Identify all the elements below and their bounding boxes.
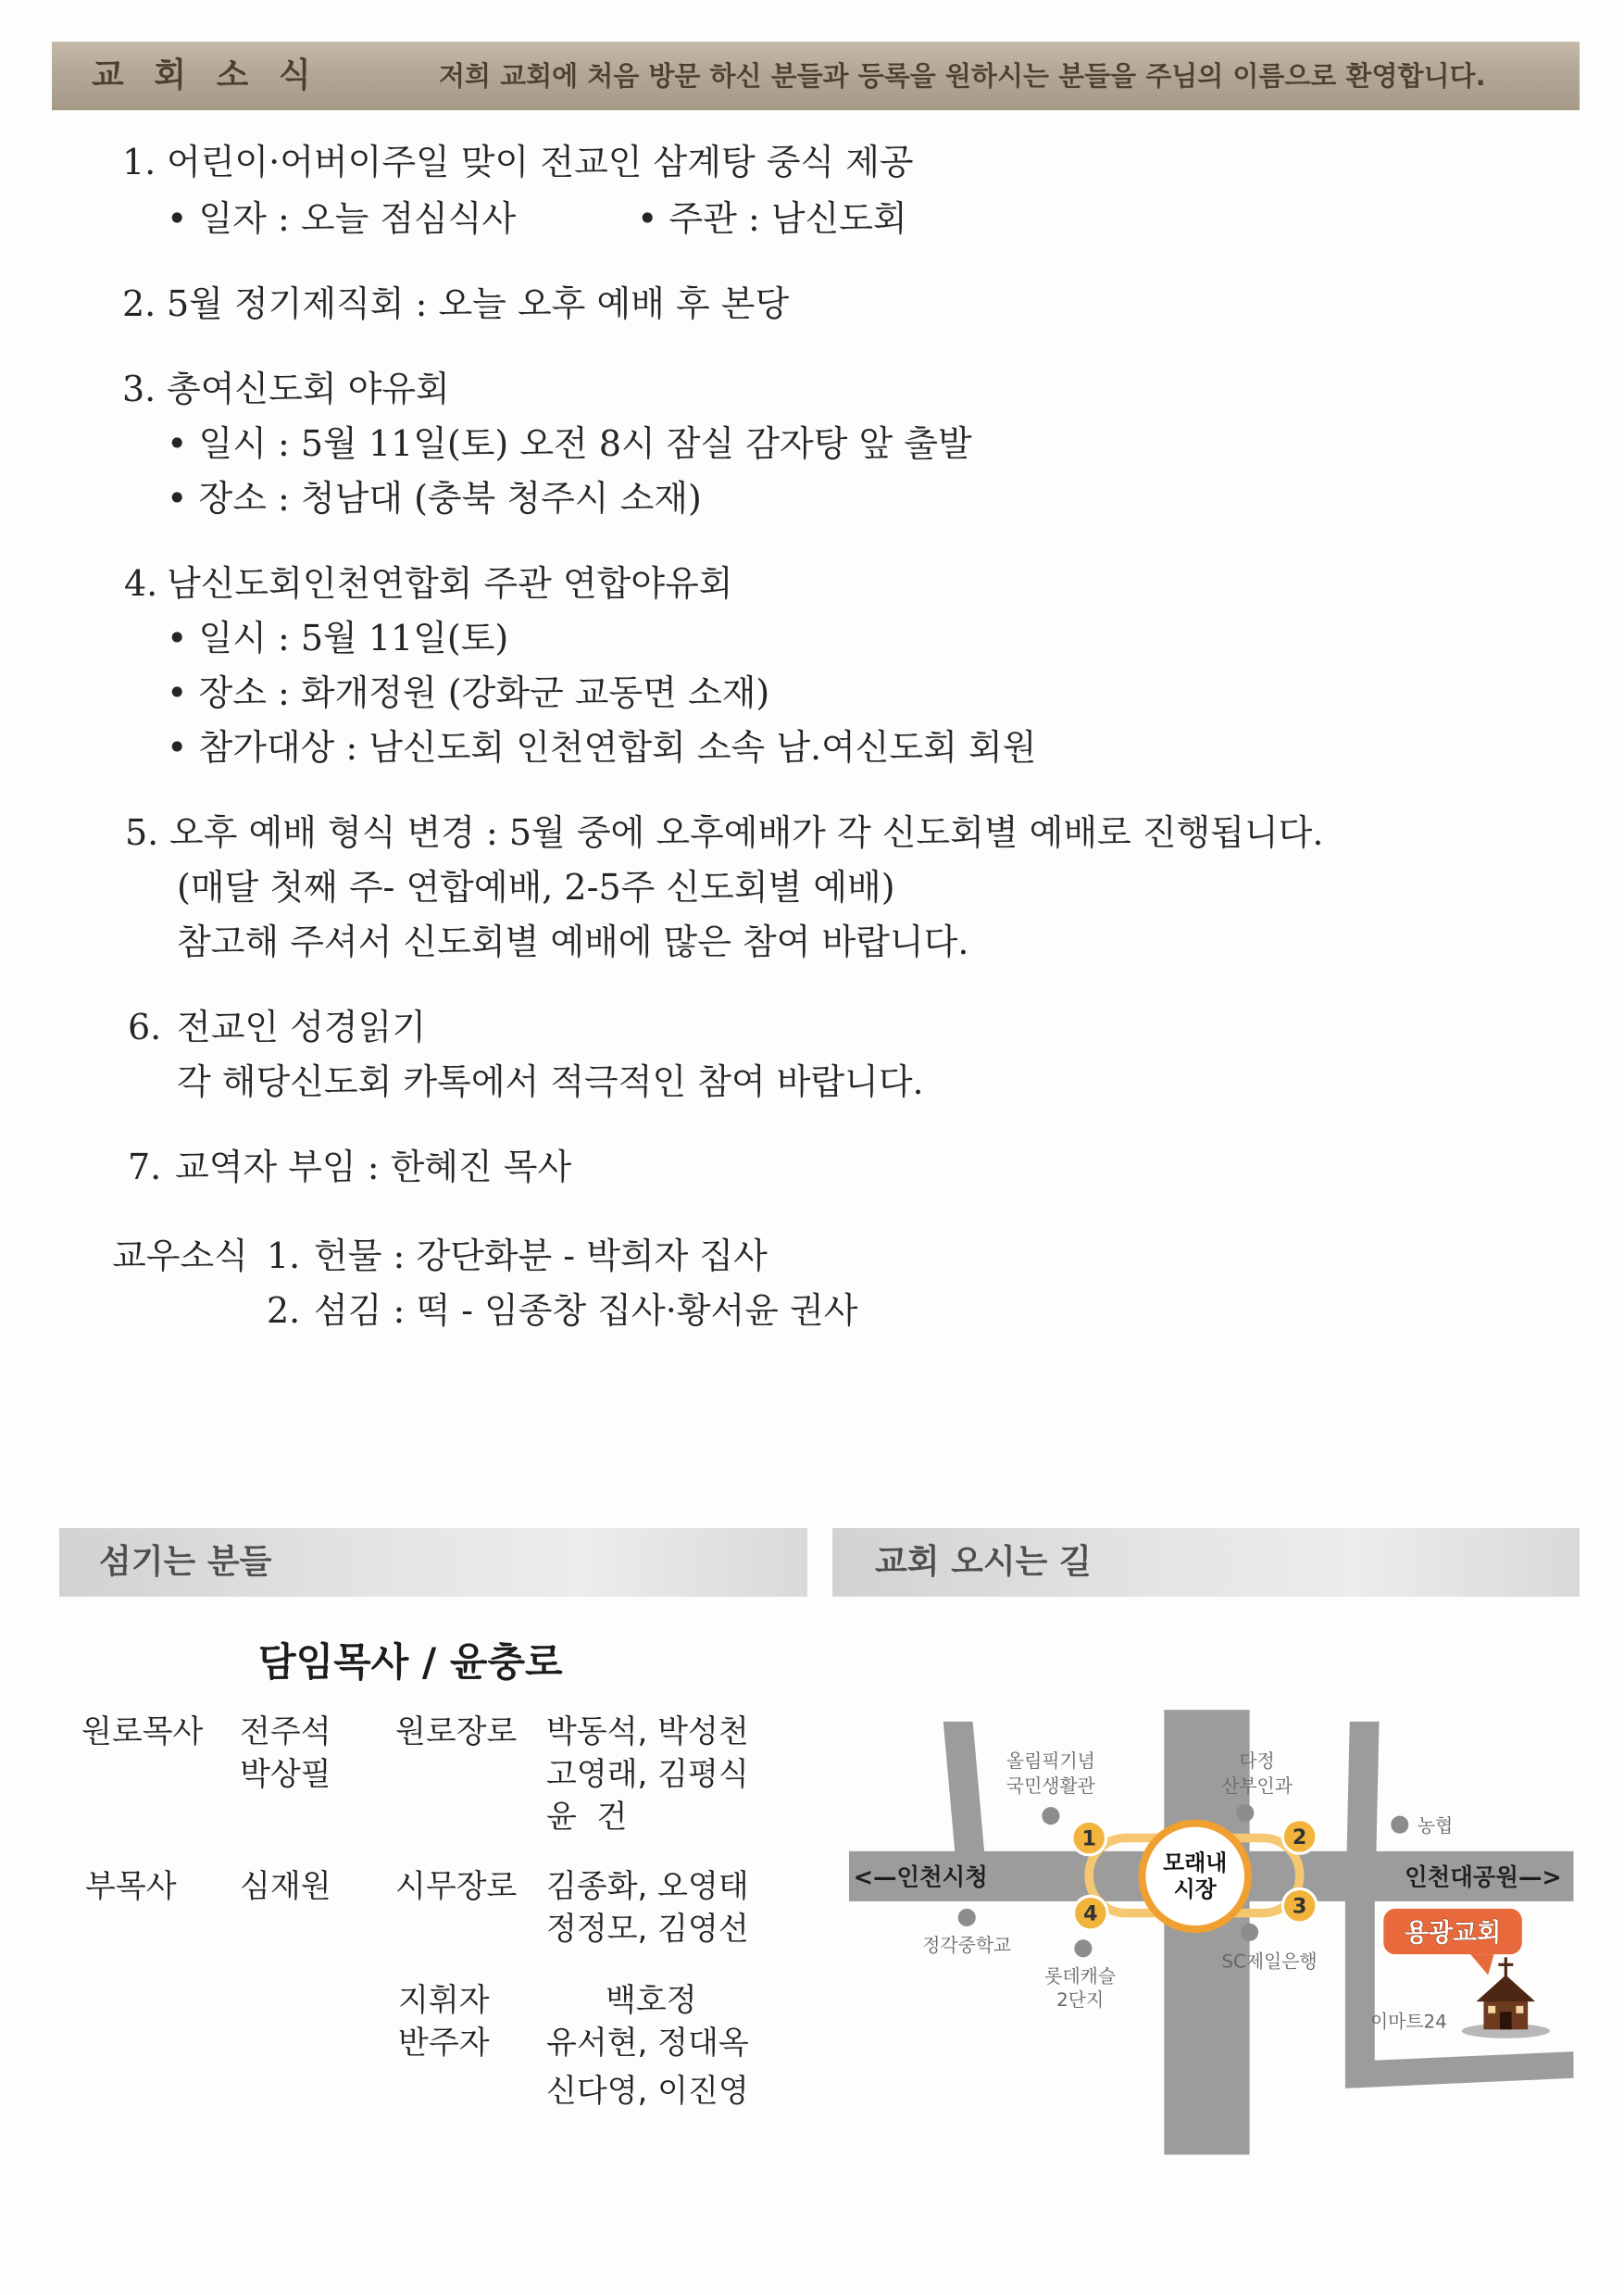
announcement-detail: • 장소 : 청남대 (충북 청주시 소재) — [167, 478, 702, 519]
landmark-label: 롯데캐슬 — [1044, 1965, 1117, 1988]
member-news-number: 2. — [267, 1290, 301, 1331]
landmark-dot — [1042, 1807, 1059, 1825]
landmark-dot — [958, 1909, 976, 1926]
member-news-number: 1. — [267, 1235, 301, 1276]
announcement-detail: • 주관 : 남신도회 — [637, 198, 907, 239]
church-roof — [1476, 1975, 1535, 2001]
person-name: 김종화, 오영태 — [546, 1868, 749, 1905]
exit-number: 2 — [1292, 1825, 1307, 1850]
announcement-detail: • 참가대상 : 남신도회 인천연합회 소속 남.여신도회 회원 — [167, 727, 1037, 768]
announcement-number: 4. — [124, 563, 158, 604]
announcement-number: 6. — [128, 1007, 162, 1047]
role-label: 원로목사 — [81, 1713, 204, 1750]
servants-section-header — [59, 1528, 807, 1597]
directions-section-title: 교회 오시는 길 — [875, 1543, 1092, 1581]
member-news-label: 교우소식 — [112, 1235, 248, 1276]
landmark-label: 정각중학교 — [922, 1934, 1012, 1956]
church-news-title: 교 회 소 식 — [92, 56, 320, 94]
road-upper-right — [1347, 1722, 1380, 1854]
announcement-detail: • 일자 : 오늘 점심식사 — [167, 198, 517, 239]
church-name: 용광교회 — [1404, 1918, 1502, 1948]
servants-section-title: 섬기는 분들 — [99, 1543, 272, 1581]
announcement-title: 오후 예배 형식 변경 : 5월 중에 오후예배가 각 신도회별 예배로 진행됩니다. — [169, 812, 1324, 853]
church-window — [1516, 2006, 1523, 2013]
church-news-header-bar — [52, 42, 1580, 110]
member-news-item: 섬김 : 떡 - 임종창 집사·황서윤 권사 — [314, 1290, 858, 1331]
announcement-detail: • 장소 : 화개정원 (강화군 교동면 소재) — [167, 672, 770, 713]
announcement-title: 전교인 성경읽기 — [177, 1007, 427, 1047]
role-label: 지휘자 — [398, 1982, 490, 2019]
exit-number: 3 — [1292, 1894, 1307, 1919]
announcement-detail: 각 해당신도회 카톡에서 적극적인 참여 바랍니다. — [177, 1061, 924, 1102]
role-label: 원로장로 — [395, 1713, 518, 1750]
announcement-title: 남신도회인천연합회 주관 연합야유회 — [167, 563, 733, 604]
landmark-label: 농협 — [1417, 1815, 1454, 1837]
senior-pastor: 담임목사 / 윤충로 — [258, 1639, 563, 1685]
landmark-dot — [1391, 1816, 1408, 1834]
exit-number: 4 — [1083, 1901, 1098, 1926]
announcement-number: 5. — [125, 812, 159, 853]
exit-2-marker — [1282, 1820, 1317, 1854]
exit-1-marker — [1072, 1821, 1106, 1855]
landmark-label: 올림픽기념 — [1006, 1750, 1095, 1773]
landmark-label: 산부인과 — [1221, 1775, 1293, 1798]
landmark-label: 국민생활관 — [1006, 1775, 1095, 1798]
road-label-east: 인천대공원—> — [1405, 1862, 1562, 1891]
market-label-line2: 시장 — [1173, 1876, 1217, 1903]
road-upper-left — [943, 1722, 985, 1854]
announcement-number: 2. — [122, 283, 156, 324]
landmark-dot — [1074, 1939, 1092, 1957]
person-name: 정정모, 김영선 — [546, 1911, 749, 1948]
announcement-number: 3. — [122, 369, 156, 409]
landmark-dot — [1236, 1804, 1254, 1822]
announcement-detail: • 일시 : 5월 11일(토) — [167, 618, 509, 658]
person-name: 박동석, 박성천 — [546, 1713, 749, 1750]
announcement-number: 7. — [128, 1147, 162, 1187]
church-sign-pointer — [1470, 1954, 1493, 1975]
person-name: 백호정 — [606, 1982, 697, 2019]
person-name: 박상필 — [240, 1756, 331, 1793]
church-window — [1488, 2006, 1495, 2013]
person-name: 윤 건 — [546, 1799, 628, 1836]
directions-map — [847, 1707, 1584, 2163]
announcement-title: 총여신도회 야유회 — [167, 369, 450, 409]
welcome-message: 저희 교회에 처음 방문 하신 분들과 등록을 원하시는 분들을 주님의 이름으로 환영합니다. — [439, 60, 1486, 92]
person-name: 고영래, 김평식 — [546, 1756, 749, 1793]
role-label: 시무장로 — [395, 1868, 518, 1905]
exit-number: 1 — [1081, 1826, 1096, 1851]
market-label-line1: 모래내 — [1163, 1850, 1228, 1876]
church-icon — [1462, 1957, 1550, 2038]
landmark-label: SC제일은행 — [1221, 1950, 1318, 1973]
directions-section-header — [832, 1528, 1580, 1597]
announcement-detail: (매달 첫째 주- 연합예배, 2-5주 신도회별 예배) — [177, 867, 895, 908]
role-label: 반주자 — [398, 2025, 490, 2062]
member-news-item: 헌물 : 강단화분 - 박희자 집사 — [314, 1235, 768, 1276]
landmark-label: 2단지 — [1056, 1988, 1105, 2011]
person-name: 신다영, 이진영 — [546, 2073, 749, 2110]
announcement-title: 교역자 부임 : 한혜진 목사 — [175, 1147, 572, 1187]
announcement-title: 어린이·어버이주일 맞이 전교인 삼계탕 중식 제공 — [167, 142, 914, 182]
announcement-title: 5월 정기제직회 : 오늘 오후 예배 후 본당 — [167, 283, 790, 324]
road-label-west: <—인천시청 — [853, 1862, 988, 1891]
person-name: 전주석 — [240, 1713, 331, 1750]
announcement-detail: • 일시 : 5월 11일(토) 오전 8시 잠실 감자탕 앞 출발 — [167, 423, 972, 464]
announcement-detail: 참고해 주셔서 신도회별 예배에 많은 참여 바랍니다. — [177, 922, 969, 962]
landmark-dot — [1241, 1924, 1258, 1941]
role-label: 부목사 — [85, 1868, 177, 1905]
person-name: 유서현, 정대옥 — [546, 2025, 749, 2062]
landmark-label: 다정 — [1239, 1750, 1275, 1773]
exit-3-marker — [1282, 1888, 1317, 1923]
landmark-label: 이마트24 — [1369, 2011, 1447, 2033]
church-door — [1500, 2012, 1512, 2029]
person-name: 심재원 — [240, 1868, 331, 1905]
exit-4-marker — [1074, 1896, 1108, 1930]
announcement-number: 1. — [122, 142, 156, 182]
